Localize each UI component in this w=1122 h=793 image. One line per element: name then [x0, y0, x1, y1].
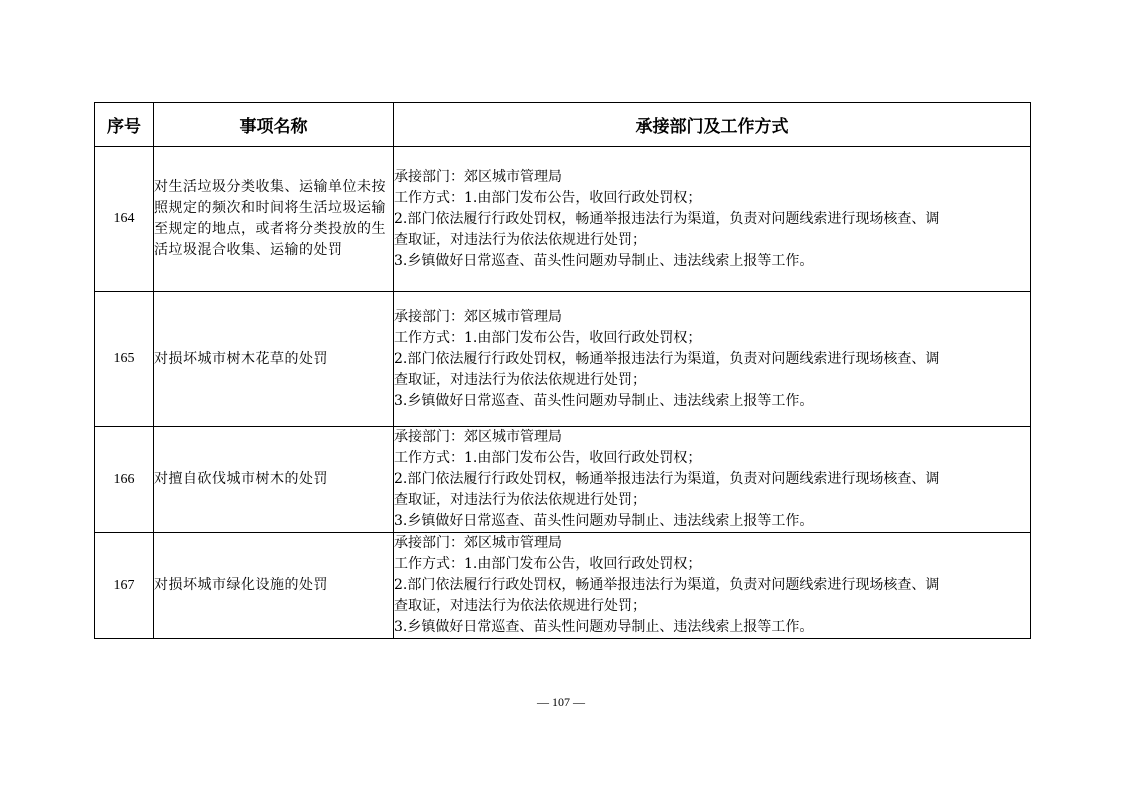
method-line: 2.部门依法履行行政处罚权，畅通举报违法行为渠道，负责对问题线索进行现场核查、调 — [394, 471, 940, 487]
dept-method — [394, 427, 1031, 533]
row-number: 166 — [95, 427, 154, 533]
method-line: 工作方式：1.由部门发布公告，收回行政处罚权； — [394, 556, 702, 572]
method-line: 3.乡镇做好日常巡查、苗头性问题劝导制止、违法线索上报等工作。 — [394, 252, 814, 269]
method-line: 3.乡镇做好日常巡查、苗头性问题劝导制止、违法线索上报等工作。 — [394, 513, 814, 529]
dept-line: 承接部门：郊区城市管理局 — [394, 535, 562, 551]
method-line: 工作方式：1.由部门发布公告，收回行政处罚权； — [394, 329, 702, 346]
item-name: 对损坏城市绿化设施的处罚 — [154, 533, 394, 639]
method-line: 查取证，对违法行为依法依规进行处罚； — [394, 492, 646, 508]
table-row — [95, 427, 1031, 533]
method-line: 查取证，对违法行为依法依规进行处罚； — [394, 371, 646, 388]
method-line: 2.部门依法履行行政处罚权，畅通举报违法行为渠道，负责对问题线索进行现场核查、调 — [394, 210, 940, 227]
header-dept-method: 承接部门及工作方式 — [394, 103, 1031, 147]
table-row — [95, 533, 1031, 639]
row-number: 165 — [95, 292, 154, 427]
table-header-row — [95, 103, 1031, 147]
dept-line: 承接部门：郊区城市管理局 — [394, 308, 562, 325]
items-table — [94, 102, 1031, 639]
row-number: 164 — [95, 147, 154, 292]
method-line: 工作方式：1.由部门发布公告，收回行政处罚权； — [394, 450, 702, 466]
item-name: 对损坏城市树木花草的处罚 — [154, 292, 394, 427]
dept-line: 承接部门：郊区城市管理局 — [394, 168, 562, 185]
header-item-name: 事项名称 — [154, 103, 394, 147]
dept-method — [394, 292, 1031, 427]
item-name: 对擅自砍伐城市树木的处罚 — [154, 427, 394, 533]
dept-method — [394, 147, 1031, 292]
method-line: 3.乡镇做好日常巡查、苗头性问题劝导制止、违法线索上报等工作。 — [394, 619, 814, 635]
dept-line: 承接部门：郊区城市管理局 — [394, 429, 562, 445]
header-seq: 序号 — [95, 103, 154, 147]
page-number: — 107 — — [537, 695, 585, 709]
method-line: 工作方式：1.由部门发布公告，收回行政处罚权； — [394, 189, 702, 206]
dept-method — [394, 533, 1031, 639]
row-number: 167 — [95, 533, 154, 639]
method-line: 2.部门依法履行行政处罚权，畅通举报违法行为渠道，负责对问题线索进行现场核查、调 — [394, 577, 940, 593]
table-row — [95, 292, 1031, 427]
item-name: 对生活垃圾分类收集、运输单位未按照规定的频次和时间将生活垃圾运输至规定的地点，或者将分类投放的生活垃圾混合收集、运输的处罚 — [154, 147, 394, 292]
method-line: 查取证，对违法行为依法依规进行处罚； — [394, 598, 646, 614]
method-line: 查取证，对违法行为依法依规进行处罚； — [394, 231, 646, 248]
table-row — [95, 147, 1031, 292]
method-line: 3.乡镇做好日常巡查、苗头性问题劝导制止、违法线索上报等工作。 — [394, 392, 814, 409]
method-line: 2.部门依法履行行政处罚权，畅通举报违法行为渠道，负责对问题线索进行现场核查、调 — [394, 350, 940, 367]
